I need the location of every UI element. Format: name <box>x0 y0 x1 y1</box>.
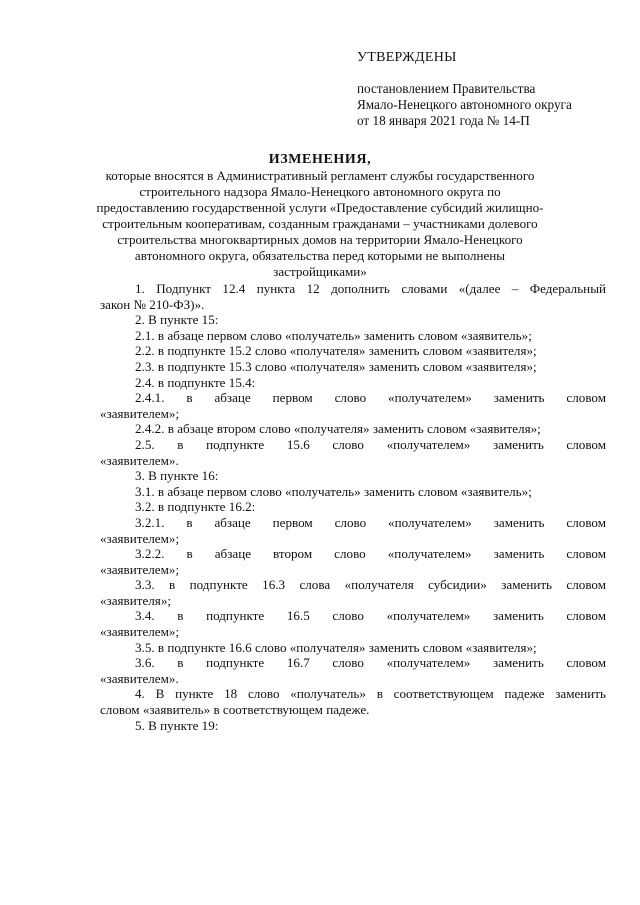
body-line: 5. В пункте 19: <box>135 717 219 733</box>
body-line: 2.2. в подпункте 15.2 слово «получателя» заменить словом «заявителя»; <box>135 343 537 359</box>
body-line: «заявителем»; <box>100 405 180 421</box>
subtitle-line: застройщиками» <box>273 264 367 279</box>
approval-heading: УТВЕРЖДЕНЫ <box>357 50 457 65</box>
body-line: 4. В пункте 18 слово «получатель» в соответствующем падеже заменить <box>135 686 606 702</box>
body-line: «заявителем»; <box>100 530 180 546</box>
body-line: закон № 210-ФЗ)». <box>100 296 205 312</box>
body-line: «заявителя»; <box>100 592 172 608</box>
body-line: 3.2.1. в абзаце первом слово «получателем» заменить словом <box>135 514 606 530</box>
body-line: 3.2.2. в абзаце втором слово «получателем» заменить словом <box>135 546 606 562</box>
body-line: 3.4. в подпункте 16.5 слово «получателем» заменить словом <box>135 608 606 624</box>
body-line: 2.4. в подпункте 15.4: <box>135 374 256 390</box>
approval-line: Ямало-Ненецкого автономного округа <box>357 97 572 112</box>
body-line: 2.4.2. в абзаце втором слово «получателя» заменить словом «заявителя»; <box>135 421 541 437</box>
body-line: 2.4.1. в абзаце первом слово «получателем» заменить словом <box>135 390 606 406</box>
document-subtitle <box>90 168 550 280</box>
body-line: 2.5. в подпункте 15.6 слово «получателем» заменить словом <box>135 436 606 452</box>
approval-line: постановлением Правительства <box>357 81 536 96</box>
body-line: «заявителем». <box>100 670 179 686</box>
approval-block <box>357 50 627 129</box>
body-line: 2.3. в подпункте 15.3 слово «получателя» заменить словом «заявителя»; <box>135 358 537 374</box>
body-line: 3.5. в подпункте 16.6 слово «получателя» заменить словом «заявителя»; <box>135 639 537 655</box>
subtitle-line: автономного округа, обязательства перед которыми не выполнены <box>134 248 506 263</box>
subtitle-line: предоставлению государственной услуги «Предоставление субсидий жилищно- <box>96 200 544 215</box>
body-line: 2. В пункте 15: <box>135 312 219 328</box>
subtitle-line: которые вносятся в Административный регламент службы государственного <box>105 168 535 183</box>
body-line: 3.3. в подпункте 16.3 слова «получателя субсидии» заменить словом <box>135 577 606 593</box>
body-line: 1. Подпункт 12.4 пункта 12 дополнить словами «(далее – Федеральный <box>135 281 606 296</box>
body-line: 3. В пункте 16: <box>135 468 219 484</box>
approval-line: от 18 января 2021 года № 14-П <box>357 113 530 128</box>
body-line: «заявителем». <box>100 452 179 468</box>
subtitle-line: строительного надзора Ямало-Ненецкого автономного округа по <box>139 184 501 199</box>
body-line: 3.2. в подпункте 16.2: <box>135 499 256 515</box>
body-line: «заявителем»; <box>100 624 180 640</box>
body-line: 3.6. в подпункте 16.7 слово «получателем» заменить словом <box>135 655 606 671</box>
document-title: ИЗМЕНЕНИЯ, <box>268 152 372 167</box>
document-body <box>100 281 606 733</box>
body-line: словом «заявитель» в соответствующем падеже. <box>100 702 370 718</box>
body-line: 2.1. в абзаце первом слово «получатель» заменить словом «заявитель»; <box>135 327 532 343</box>
body-line: «заявителем»; <box>100 561 180 577</box>
subtitle-line: строительства многоквартирных домов на территории Ямало-Ненецкого <box>117 232 523 247</box>
subtitle-line: строительным кооперативам, созданным гражданами – участниками долевого <box>102 216 538 231</box>
body-line: 3.1. в абзаце первом слово «получатель» заменить словом «заявитель»; <box>135 483 532 499</box>
